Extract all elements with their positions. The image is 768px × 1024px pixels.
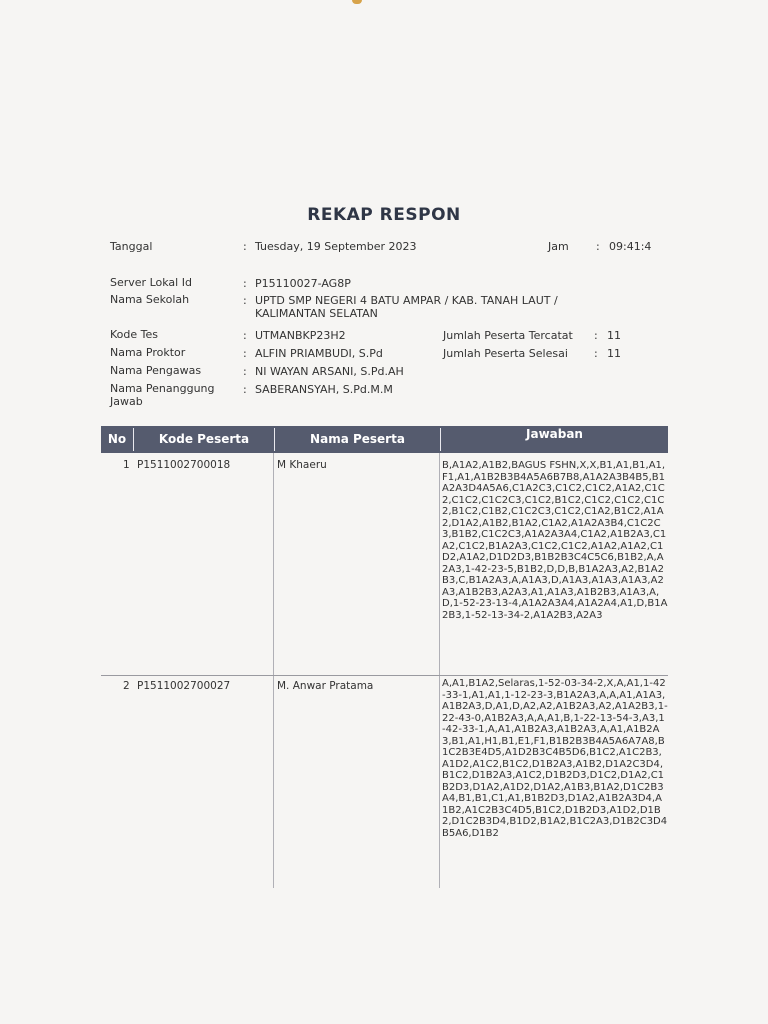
tanggal-value: Tuesday, 19 September 2023 [255, 240, 417, 253]
pengawas-label: Nama Pengawas [110, 364, 202, 377]
row-1-nama: M Khaeru [277, 459, 327, 471]
server-label: Server Lokal Id [110, 276, 192, 289]
table-header [101, 426, 668, 453]
row-2-nama: M. Anwar Pratama [277, 680, 374, 692]
proktor-label: Nama Proktor [110, 346, 186, 359]
colon: : [243, 383, 247, 396]
colon: : [243, 347, 247, 360]
server-value: P15110027-AG8P [255, 277, 351, 290]
selesai-value: 11 [607, 347, 621, 360]
kode-tes-value: UTMANBKP23H2 [255, 329, 346, 342]
colon: : [594, 329, 598, 342]
column-divider [273, 453, 274, 888]
row-1-kode: P1511002700018 [137, 459, 231, 471]
tercatat-label: Jumlah Peserta Tercatat [443, 329, 573, 342]
sekolah-value: UPTD SMP NEGERI 4 BATU AMPAR / KAB. TANAH LAUT / KALIMANTAN SELATAN [255, 294, 558, 320]
tanggal-label: Tanggal [110, 240, 153, 253]
pengawas-value: NI WAYAN ARSANI, S.Pd.AH [255, 365, 404, 378]
penanggung-label: Nama Penanggung Jawab [110, 382, 215, 408]
colon: : [243, 365, 247, 378]
colon: : [596, 240, 600, 253]
scan-mark [352, 0, 362, 4]
jam-label: Jam [548, 240, 569, 253]
row-divider [101, 675, 668, 676]
row-2-kode: P1511002700027 [137, 680, 231, 692]
penanggung-value: SABERANSYAH, S.Pd.M.M [255, 383, 393, 396]
header-kode-peserta: Kode Peserta [158, 432, 250, 446]
header-no: No [107, 432, 127, 446]
tercatat-value: 11 [607, 329, 621, 342]
row-2-jawaban: A,A1,B1A2,Selaras,1-52-03-34-2,X,A,A1,1-42-33-1,A1,A1,1-12-23-3,B1A2A3,A,A,A1,A1A3,A1B2A3,D,A1,D,A2,A2,A1B2A3,A2,A1A2B3,1-22-43-0,A1B2A3,A,A,A1,B,1-22-13-54-3,A3,1-42-33-1,A,A1,A1B2A3,A1B2A3,A,A1,A1B2A3,B1,A1,H1,B1,E1,F1,B1B2B3B4A5A6A7A8,B1C2B3E4D5,A1D2B3C4B5D6,B1C2,A1C2B3,A1D2,A1C2,B1C2,D1B2A3,A1B2,D1A2C3D4,B1C2,D1B2A3,A1C2,D1B2D3,D1C2,D1A2,C1B2D3,D1A2,A1D2,D1A2,A1B3,B1A2,D1C2B3A4,B1,B1,C1,A1,B1B2D3,D1A2,A1B2A3D4,A1B2,A1C2B3C4D5,B1C2,D1B2D3,A1D2,D1B2,D1C2B3D4,B1D2,B1A2,B1C2A3,D1B2C3D4B5A6,D1B2 [442, 678, 668, 839]
kode-tes-label: Kode Tes [110, 328, 158, 341]
jam-value: 09:41:4 [609, 240, 652, 253]
proktor-value: ALFIN PRIAMBUDI, S.Pd [255, 347, 383, 360]
row-1-no: 1 [123, 459, 130, 471]
column-divider [439, 453, 440, 888]
header-jawaban: Jawaban [526, 427, 583, 441]
colon: : [243, 240, 247, 253]
colon: : [243, 294, 247, 307]
row-2-no: 2 [123, 680, 130, 692]
page-title: REKAP RESPON [307, 205, 461, 225]
colon: : [594, 347, 598, 360]
sekolah-label: Nama Sekolah [110, 293, 190, 306]
colon: : [243, 329, 247, 342]
row-1-jawaban: B,A1A2,A1B2,BAGUS FSHN,X,X,B1,A1,B1,A1,F1,A1,A1B2B3B4A5A6B7B8,A1A2A3B4B5,B1A2A3D4A5A6,C1A2C3,C1C2,C1C2,A1A2,C1C2,C1C2,C1C2C3,C1C2,B1C2,C1C2,C1C2,C1C2,B1C2,C1B2,C1C2C3,C1C2,C1A2,B1C2,A1A2,D1A2,A1B2,B1A2,C1A2,A1A2A3B4,C1C2C3,B1B2,C1C2C3,A1A2A3A4,C1A2,A1B2A3,C1A2,C1C2,B1A2A3,C1C2,C1C2,A1A2,A1A2,C1D2,A1A2,D1D2D3,B1B2B3C4C5C6,B1B2,A,A2A3,1-42-23-5,B1B2,D,D,B,B1A2A3,A2,B1A2B3,C,B1A2A3,A,A1A3,D,A1A3,A1A3,A1A3,A2A3,A1B2B3,A2A3,A1,A1A3,A1B2B3,A1A3,A,D,1-52-23-13-4,A1A2A3A4,A1A2A4,A1,D,B1A2B3,1-52-13-34-2,A1A2B3,A2A3 [442, 460, 668, 621]
colon: : [243, 277, 247, 290]
selesai-label: Jumlah Peserta Selesai [443, 347, 568, 360]
header-nama-peserta: Nama Peserta [310, 432, 405, 446]
